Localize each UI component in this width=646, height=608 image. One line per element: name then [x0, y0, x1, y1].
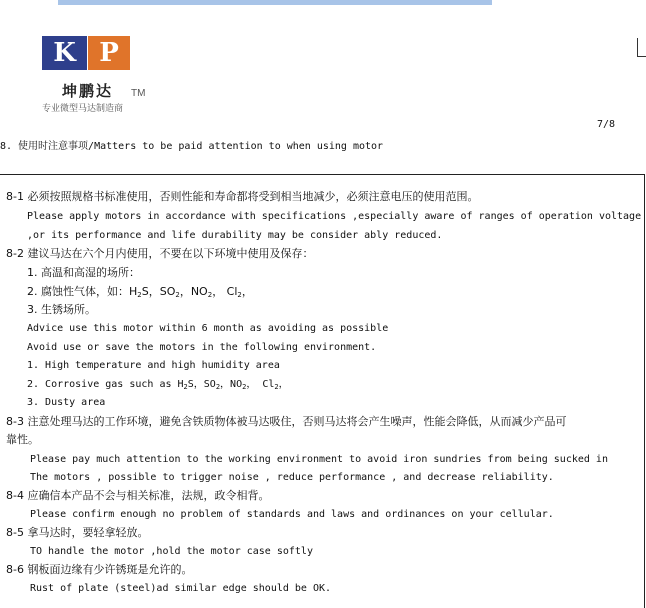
logo-letter-k: K: [53, 38, 76, 68]
company-logo: [42, 36, 132, 72]
item-8-5-en: TO handle the motor ,hold the motor case softly: [30, 546, 313, 557]
item-8-3-cn-line1: 8-3 注意处理马达的工作环境，避免含铁质物体被马达吸住，否则马达将会产生噪声，性能会降低，从而减少产品可: [6, 415, 567, 428]
item-8-2-en-1: Advice use this motor within 6 month as avoiding as possible: [27, 323, 389, 334]
item-8-1-cn: 8-1 必须按照规格书标准使用，否则性能和寿命都将受到相当地减少，必须注意电压的使用范围。: [6, 190, 479, 203]
item-8-2-en-5: 3. Dusty area: [27, 397, 106, 408]
item-8-3-en-line2: The motors , possible to trigger noise , reduce performance , and decrease reliability.: [30, 472, 554, 483]
item-8-2-en-3: 1. High temperature and high humidity area: [27, 360, 280, 371]
item-8-2-cn-2: 2. 腐蚀性气体，如：$H_2S$，$SO_2$，$NO_2$， $Cl_2$，: [27, 285, 253, 299]
brand-tagline: 专业微型马达制造商: [42, 104, 124, 114]
top-scroll-bar: [58, 0, 492, 5]
item-8-1-en-line1: Please apply motors in accordance with specifications ,especially aware of ranges of operation voltage: [27, 211, 642, 222]
item-8-4-cn: 8-4 应确信本产品不会与相关标准，法规，政令相背。: [6, 489, 270, 502]
section-title: 8. 使用时注意事项/Matters to be paid attention to when using motor: [0, 141, 384, 152]
text-cursor-mark: [637, 38, 646, 57]
item-8-2-cn-1: 1. 高温和高湿的场所：: [27, 266, 140, 279]
page-number: 7/8: [597, 119, 616, 130]
item-8-2-cn-3: 3. 生锈场所。: [27, 303, 96, 316]
item-8-2-en-2: Avoid use or save the motors in the following environment.: [27, 342, 377, 353]
item-8-6-cn: 8-6 钢板面边缘有少许锈斑是允许的。: [6, 563, 193, 576]
item-8-3-en-line1: Please pay much attention to the working environment to avoid iron sundries from being sucked in: [30, 454, 608, 465]
trademark-mark: TM: [131, 88, 146, 99]
item-8-4-en: Please confirm enough no problem of standards and laws and ordinances on your cellular.: [30, 509, 554, 520]
item-8-1-en-line2: ,or its performance and life durability may be consider ably reduced.: [27, 230, 443, 241]
item-8-3-cn-line2: 靠性。: [6, 433, 39, 446]
item-8-2-en-4: 2. Corrosive gas such as $H_2S$，$SO_2$，$NO_2$， $Cl_2$，: [27, 379, 289, 391]
brand-name: 坤鹏达: [62, 82, 114, 100]
logo-letter-p: P: [99, 38, 119, 68]
item-8-6-en: Rust of plate (steel)ad similar edge should be OK.: [30, 583, 332, 594]
item-8-2-cn: 8-2 建议马达在六个月内使用，不要在以下环境中使用及保存：: [6, 247, 314, 260]
item-8-5-cn: 8-5 拿马达时，要轻拿轻放。: [6, 526, 149, 539]
